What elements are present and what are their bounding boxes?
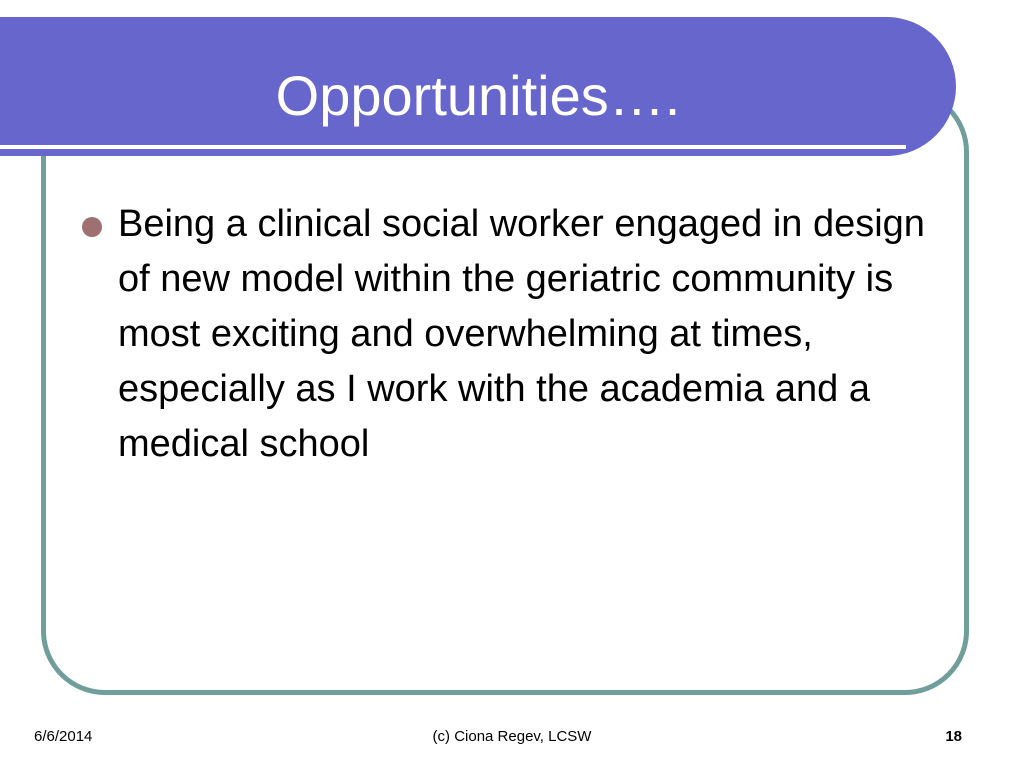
footer-date: 6/6/2014 <box>34 728 93 745</box>
title-bar <box>0 17 956 156</box>
bullet-list <box>82 197 952 472</box>
slide-number: 18 <box>945 728 962 745</box>
footer-author: (c) Ciona Regev, LCSW <box>432 728 592 745</box>
slide-title: Opportunities…. <box>275 64 681 127</box>
bullet-text: Being a clinical social worker engaged in design of new model within the geriatric community is most exciting and overwhelming at times, especially as I work with the academia and a medical school <box>118 203 925 465</box>
title-underline <box>0 145 906 149</box>
bullet-item <box>82 197 952 472</box>
bullet-dot-icon <box>82 217 102 237</box>
